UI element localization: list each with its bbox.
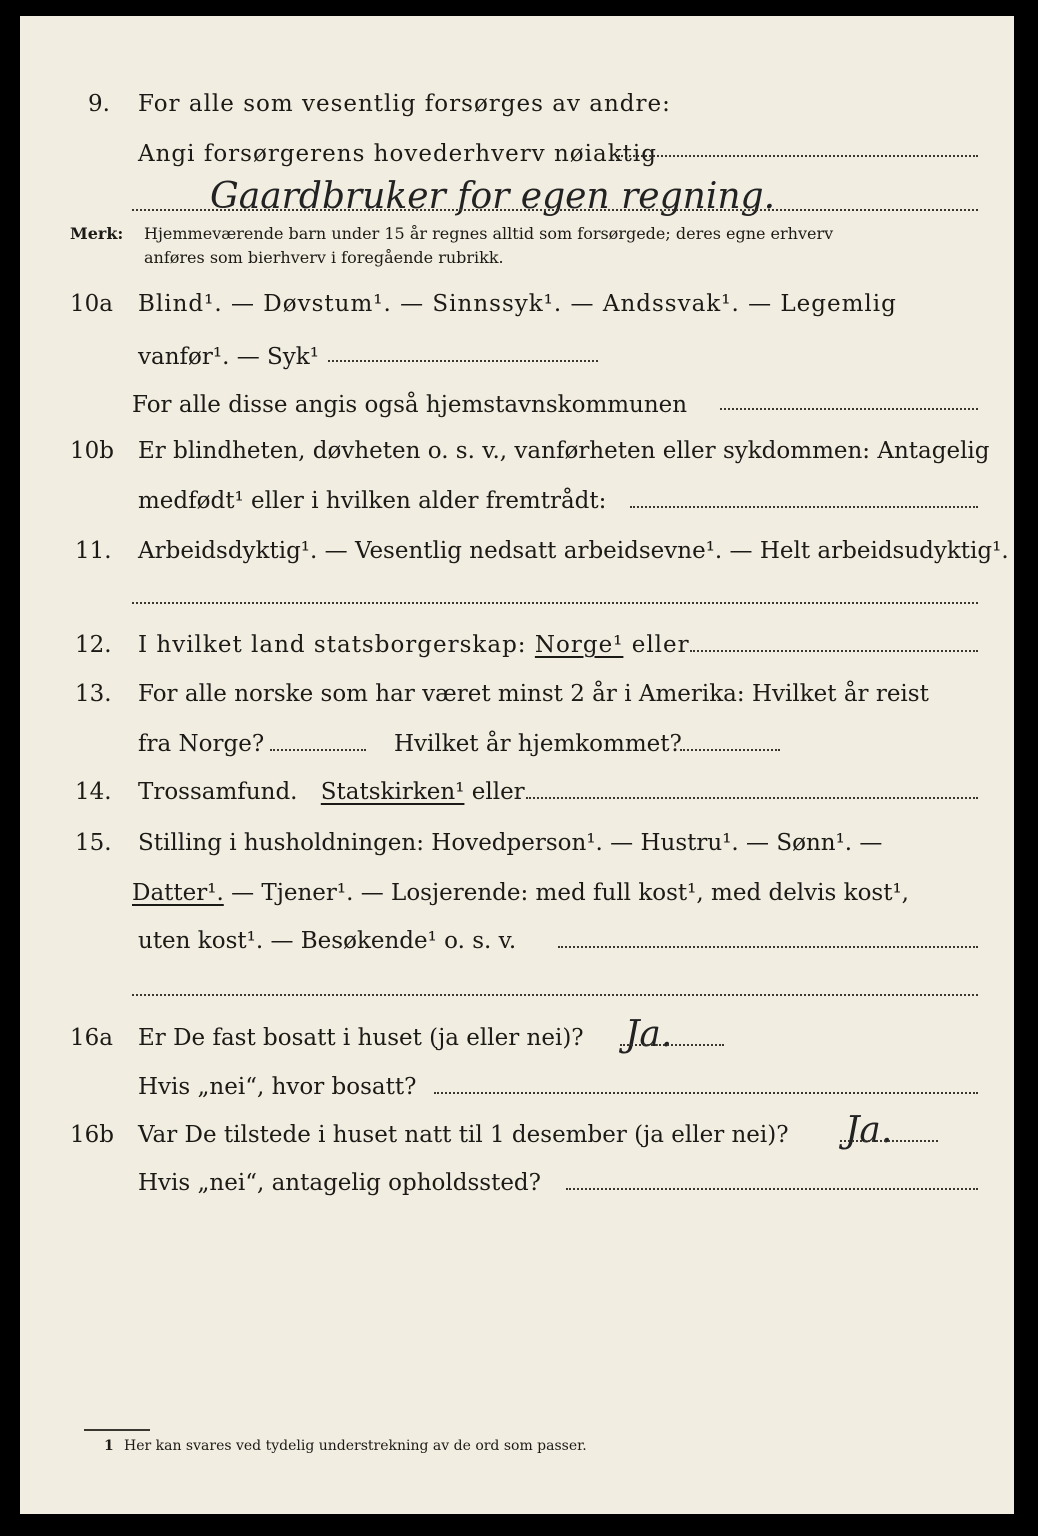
merk-line1: Hjemmeværende barn under 15 år regnes alltid som forsørgede; deres egne erhverv xyxy=(144,224,834,243)
q15-extra-line xyxy=(132,994,978,996)
q15-number: 15. xyxy=(75,830,112,856)
q16a-fill-line xyxy=(620,1044,724,1046)
q10a-fill-line xyxy=(328,360,598,362)
q10a-line1: Blind¹. — Døvstum¹. — Sinnssyk¹. — Andssvak¹. — Legemlig xyxy=(138,291,897,317)
q16a-line2: Hvis „nei“, hvor bosatt? xyxy=(138,1074,417,1100)
merk-label: Merk: xyxy=(70,224,124,243)
q13-hjemkommet-line xyxy=(680,749,780,751)
q16b-line1: Var De tilstede i huset natt til 1 desember (ja eller nei)? xyxy=(138,1122,789,1148)
q9-line1: For alle som vesentlig forsørges av andre: xyxy=(138,91,671,117)
q14-fill-line xyxy=(526,797,978,799)
q15-line3: uten kost¹. — Besøkende¹ o. s. v. xyxy=(138,928,517,954)
q16b-number: 16b xyxy=(70,1122,114,1148)
q12-number: 12. xyxy=(75,632,112,658)
q11-fill-line xyxy=(132,602,978,604)
q16a-handwritten-answer: Ja. xyxy=(625,1014,673,1055)
q15-fill-line xyxy=(558,946,978,948)
q12-eller: eller xyxy=(631,632,690,658)
census-form-page xyxy=(20,16,1014,1514)
q9-handwritten-answer: Gaardbruker for egen regning. xyxy=(210,176,776,217)
q16b-handwritten-answer: Ja. xyxy=(845,1110,893,1151)
q13-number: 13. xyxy=(75,681,112,707)
q10a-line2: vanfør¹. — Syk¹ xyxy=(138,344,319,370)
q10a-line3: For alle disse angis også hjemstavnskommunen xyxy=(132,392,688,418)
q16b-line2: Hvis „nei“, antagelig opholdssted? xyxy=(138,1170,541,1196)
q12-underlined-norge: Norge¹ xyxy=(534,632,624,658)
q13-line1: For alle norske som har været minst 2 år i Amerika: Hvilket år reist xyxy=(138,681,929,707)
q12-text xyxy=(138,630,690,660)
q9-number: 9. xyxy=(88,91,110,117)
q14-eller: eller xyxy=(471,779,525,805)
q16a-bosatt-line xyxy=(434,1092,978,1094)
q11-line1: Arbeidsdyktig¹. — Vesentlig nedsatt arbeidsevne¹. — Helt arbeidsudyktig¹. xyxy=(138,538,1009,564)
q15-line2: — Tjener¹. — Losjerende: med full kost¹, med delvis kost¹, xyxy=(231,880,909,906)
q14-text xyxy=(138,777,525,807)
q10b-line1: Er blindheten, døvheten o. s. v., vanførheten eller sykdommen: Antagelig xyxy=(138,438,990,464)
q12-question: I hvilket land statsborgerskap: xyxy=(138,632,527,658)
footnote-rule xyxy=(84,1429,150,1431)
q9-answer-line xyxy=(132,209,978,211)
q10b-number: 10b xyxy=(70,438,114,464)
q9-line2: Angi forsørgerens hovederhverv nøiaktig xyxy=(138,141,657,167)
merk-line2: anføres som bierhverv i foregående rubrikk. xyxy=(144,248,504,267)
q10a-number: 10a xyxy=(70,291,113,317)
q14-number: 14. xyxy=(75,779,112,805)
q15-line1: Stilling i husholdningen: Hovedperson¹. — Hustru¹. — Sønn¹. — xyxy=(138,830,883,856)
q16a-number: 16a xyxy=(70,1025,113,1051)
q10a-kommune-line xyxy=(720,408,978,410)
q16a-line1: Er De fast bosatt i huset (ja eller nei)? xyxy=(138,1025,584,1051)
q16b-opholdssted-line xyxy=(566,1188,978,1190)
q13-reist-line xyxy=(270,749,366,751)
q10b-line2: medfødt¹ eller i hvilken alder fremtrådt: xyxy=(138,488,607,514)
q9-fill-line xyxy=(618,155,978,157)
q12-fill-line xyxy=(690,650,978,652)
q15-line2-wrap xyxy=(132,878,909,908)
footnote-mark: 1 xyxy=(104,1438,114,1454)
q14-underlined-statskirken: Statskirken¹ xyxy=(320,779,465,805)
footnote-text: Her kan svares ved tydelig understrekning av de ord som passer. xyxy=(124,1438,587,1454)
q11-number: 11. xyxy=(75,538,112,564)
q10b-fill-line xyxy=(630,506,978,508)
q14-question: Trossamfund. xyxy=(138,779,298,805)
q13-line2b: Hvilket år hjemkommet? xyxy=(394,731,682,757)
q16b-fill-line xyxy=(840,1140,938,1142)
q13-line2a: fra Norge? xyxy=(138,731,265,757)
q15-underlined-datter: Datter¹. xyxy=(132,880,224,906)
